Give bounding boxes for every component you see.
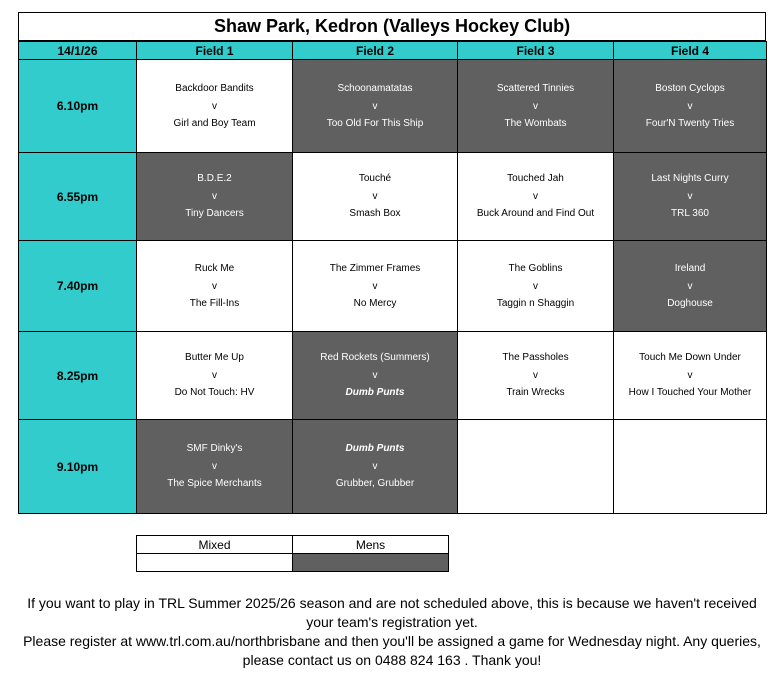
game-cell: [137, 332, 293, 420]
notice-line-2: Please register at www.trl.com.au/northbrisbane and then you'll be assigned a game for Wednesday night. Any queries, please contact us on 0488 824 163 . Thank you!: [23, 633, 761, 668]
away-team: TRL 360: [671, 208, 709, 219]
game-cell: [293, 153, 458, 241]
fixture-sheet: [18, 12, 766, 514]
away-team: Do Not Touch: HV: [174, 387, 255, 398]
legend-mixed-swatch: [137, 554, 293, 572]
field-3-header: Field 3: [458, 42, 614, 60]
time-slot-label: 8.25pm: [19, 332, 137, 420]
versus-label: v: [212, 191, 217, 202]
home-team: Boston Cyclops: [655, 82, 725, 94]
versus-label: v: [533, 191, 538, 202]
home-team: Schoonamatatas: [337, 82, 413, 94]
away-team: The Spice Merchants: [167, 478, 262, 489]
away-team: Grubber, Grubber: [335, 478, 415, 489]
game-cell: [614, 332, 767, 420]
away-team: Smash Box: [349, 208, 401, 219]
versus-label: v: [212, 280, 217, 292]
home-team: Backdoor Bandits: [175, 82, 254, 94]
time-slot-row: [19, 241, 767, 332]
game-cell: [137, 60, 293, 153]
away-team: How I Touched Your Mother: [628, 387, 752, 398]
versus-label: v: [212, 100, 217, 112]
legend-mixed-label: Mixed: [137, 536, 293, 554]
versus-label: v: [533, 370, 538, 381]
game-cell: [293, 60, 458, 153]
game-cell: [458, 60, 614, 153]
empty-slot: [614, 420, 767, 514]
home-team: Dumb Punts: [345, 443, 405, 454]
game-cell: [458, 153, 614, 241]
versus-label: v: [687, 100, 693, 112]
schedule-table: [18, 41, 767, 514]
empty-slot: [458, 420, 614, 514]
away-team: Taggin n Shaggin: [496, 297, 575, 309]
away-team: No Mercy: [353, 297, 397, 309]
versus-label: v: [533, 100, 538, 112]
home-team: Scattered Tinnies: [496, 82, 575, 94]
away-team: Tiny Dancers: [185, 208, 244, 219]
away-team: Four'N Twenty Tries: [645, 117, 735, 129]
home-team: B.D.E.2: [197, 173, 232, 184]
legend: [136, 535, 449, 572]
time-slot-label: 9.10pm: [19, 420, 137, 514]
field-2-header: Field 2: [293, 42, 458, 60]
game-cell: [614, 153, 767, 241]
game-cell: [137, 420, 293, 514]
away-team: Too Old For This Ship: [326, 117, 424, 129]
home-team: SMF Dinky's: [186, 443, 243, 454]
sheet-title: Shaw Park, Kedron (Valleys Hockey Club): [18, 12, 766, 41]
home-team: Ireland: [674, 262, 706, 274]
home-team: The Zimmer Frames: [329, 262, 421, 274]
time-slot-label: 7.40pm: [19, 241, 137, 332]
versus-label: v: [372, 191, 378, 202]
time-slot-row: [19, 420, 767, 514]
header-row: [19, 42, 767, 60]
game-cell: [137, 241, 293, 332]
home-team: Touched Jah: [507, 173, 564, 184]
game-cell: [137, 153, 293, 241]
date-header: 14/1/26: [19, 42, 137, 60]
versus-label: v: [687, 280, 693, 292]
away-team: The Wombats: [504, 117, 567, 129]
game-cell: [293, 241, 458, 332]
versus-label: v: [372, 100, 378, 112]
away-team: The Fill-Ins: [189, 297, 240, 309]
home-team: Butter Me Up: [185, 352, 244, 363]
versus-label: v: [372, 280, 378, 292]
home-team: Last Nights Curry: [651, 173, 729, 184]
versus-label: v: [372, 370, 378, 381]
away-team: Dumb Punts: [345, 387, 405, 398]
game-cell: [614, 60, 767, 153]
legend-mens-swatch: [293, 554, 449, 572]
versus-label: v: [212, 461, 217, 472]
home-team: The Passholes: [502, 352, 569, 363]
home-team: Touch Me Down Under: [639, 352, 741, 363]
game-cell: [614, 241, 767, 332]
away-team: Doghouse: [667, 297, 713, 309]
game-cell: [293, 420, 458, 514]
versus-label: v: [687, 370, 693, 381]
away-team: Girl and Boy Team: [173, 117, 256, 129]
away-team: Buck Around and Find Out: [476, 208, 595, 219]
schedule-body: [19, 60, 767, 514]
away-team: Train Wrecks: [506, 387, 565, 398]
versus-label: v: [212, 370, 217, 381]
notice-line-1: If you want to play in TRL Summer 2025/26 season and are not scheduled above, this is because we haven't received your team's registration yet.: [27, 595, 757, 630]
home-team: Touché: [358, 173, 392, 184]
home-team: Red Rockets (Summers): [320, 352, 430, 363]
home-team: Ruck Me: [194, 262, 235, 274]
time-slot-row: [19, 153, 767, 241]
versus-label: v: [372, 461, 378, 472]
home-team: The Goblins: [508, 262, 563, 274]
game-cell: [458, 332, 614, 420]
field-1-header: Field 1: [137, 42, 293, 60]
time-slot-label: 6.55pm: [19, 153, 137, 241]
time-slot-row: [19, 332, 767, 420]
versus-label: v: [687, 191, 693, 202]
legend-mens-label: Mens: [293, 536, 449, 554]
versus-label: v: [533, 280, 538, 292]
registration-notice: [18, 594, 766, 670]
game-cell: [458, 241, 614, 332]
field-4-header: Field 4: [614, 42, 767, 60]
game-cell: [293, 332, 458, 420]
time-slot-row: [19, 60, 767, 153]
time-slot-label: 6.10pm: [19, 60, 137, 153]
